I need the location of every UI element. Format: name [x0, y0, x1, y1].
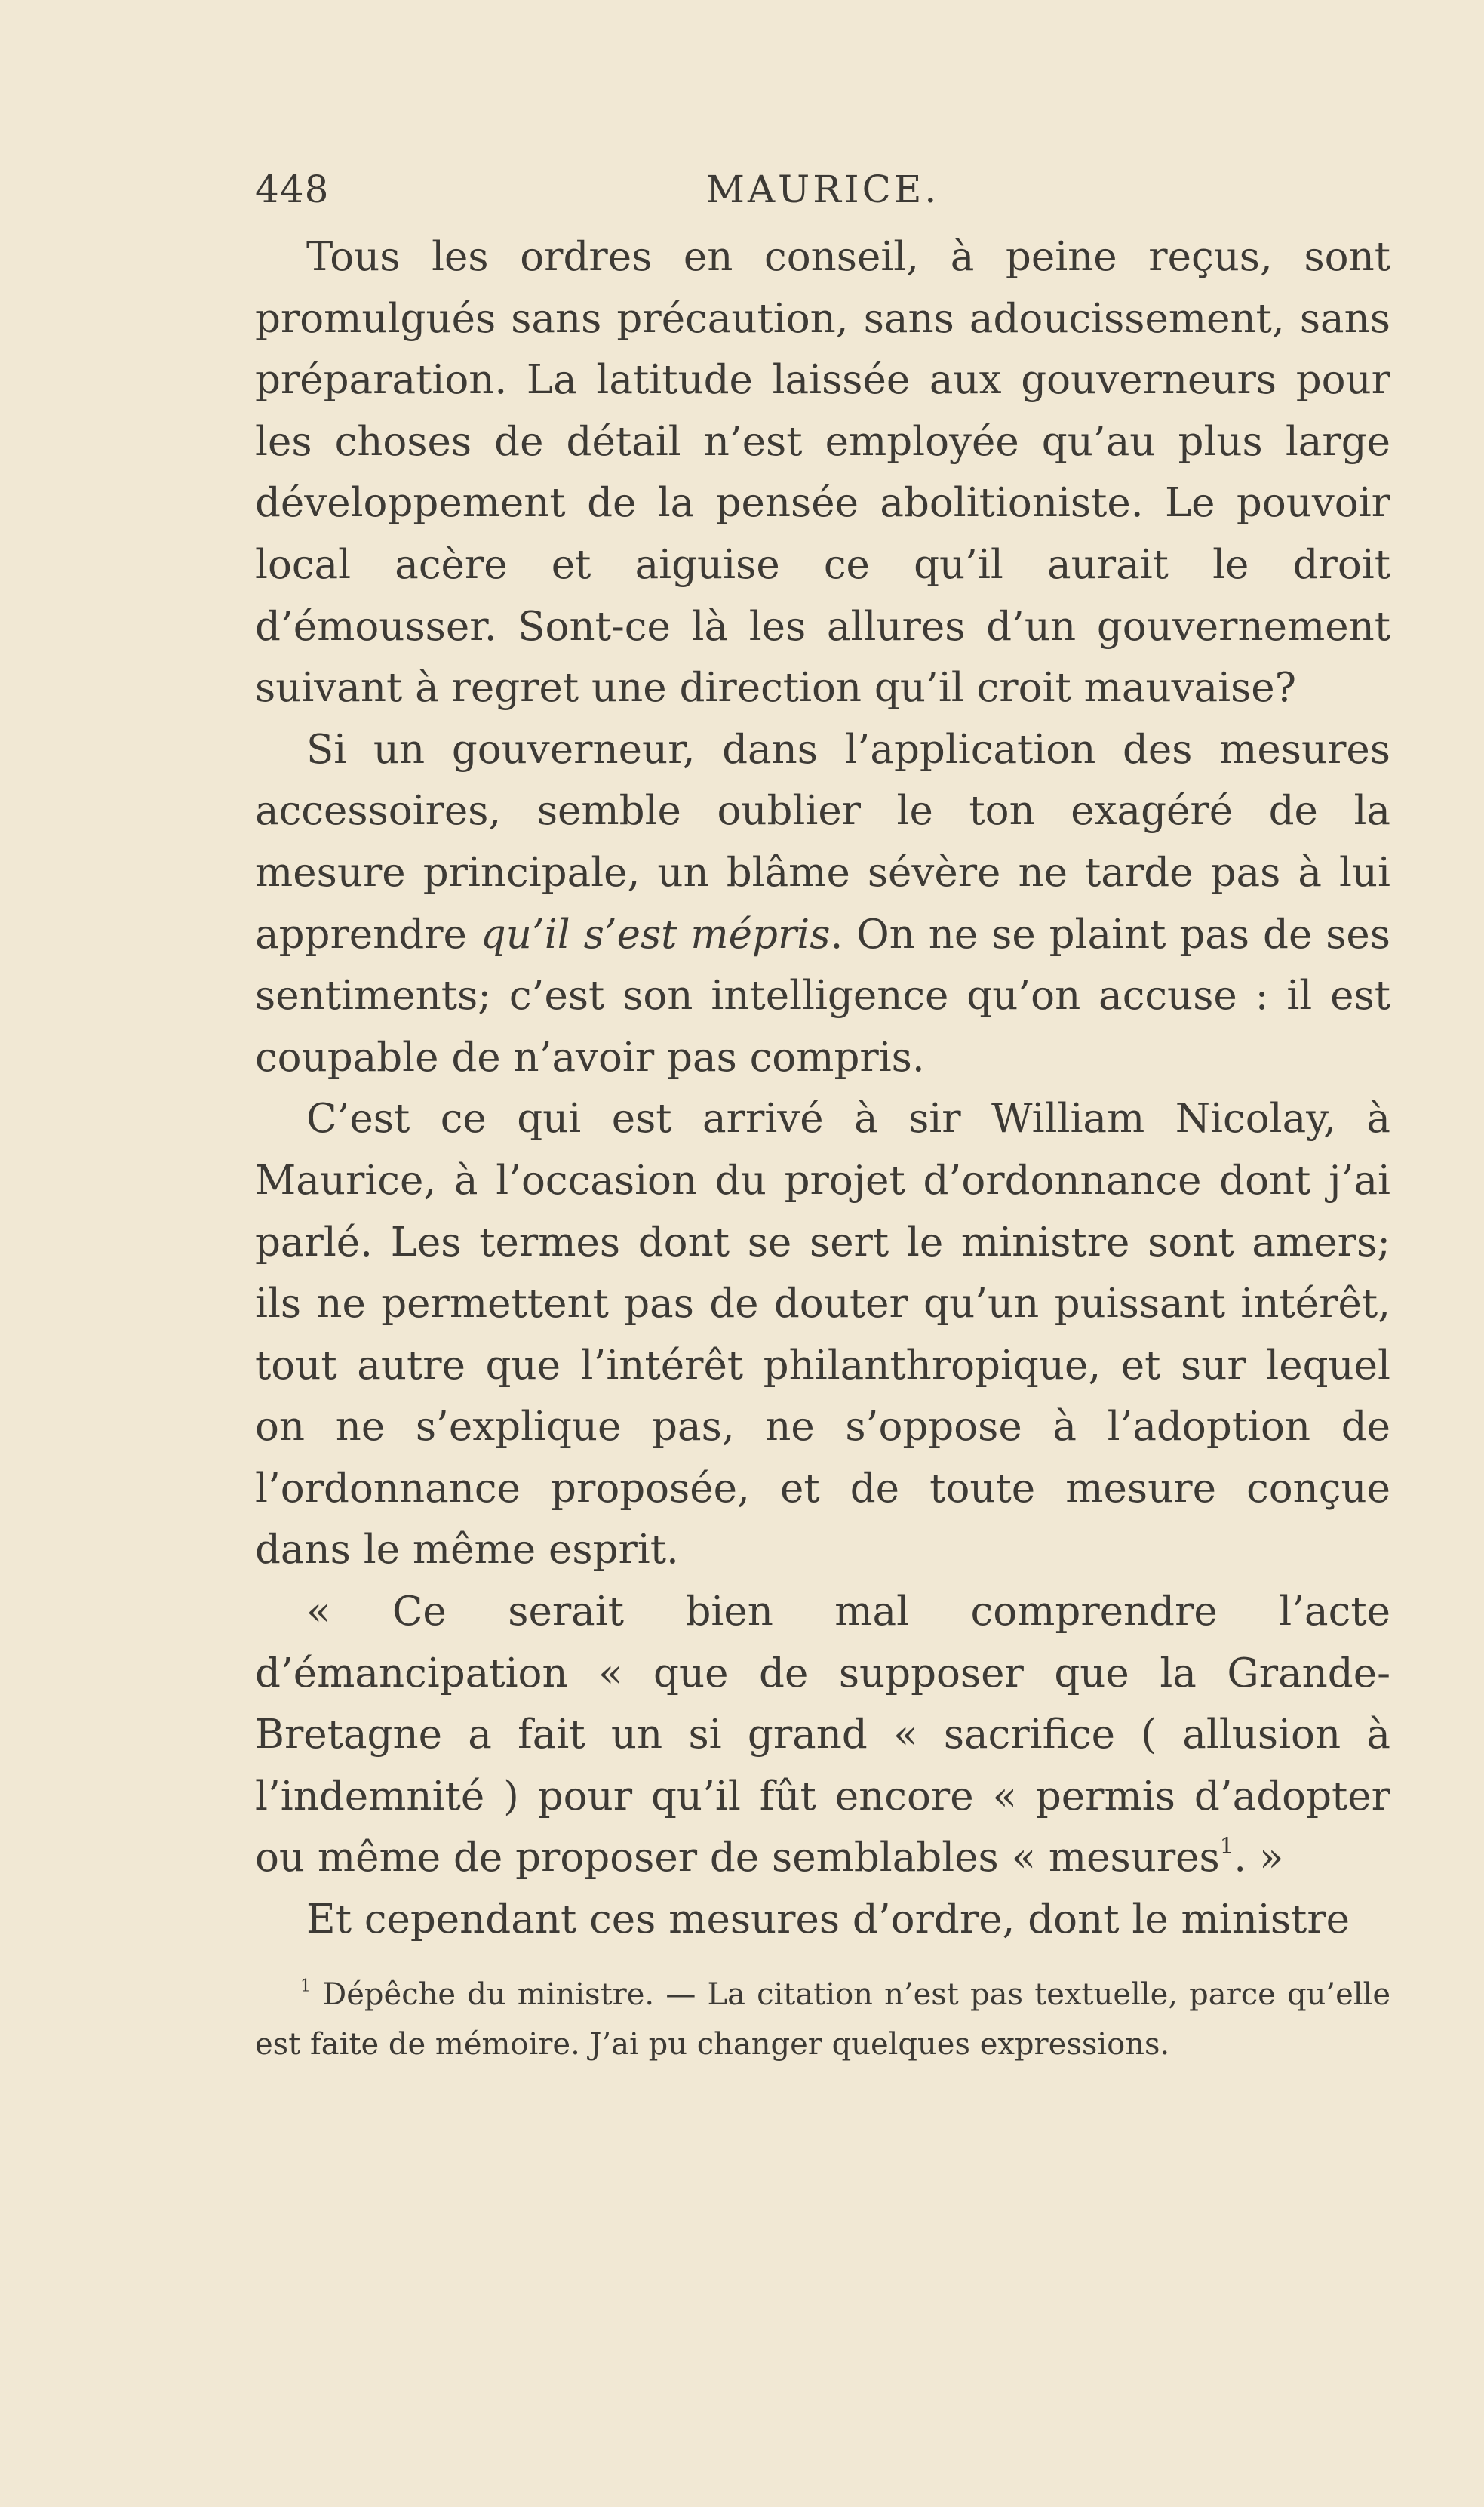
footnote-reference: 1	[1219, 1833, 1234, 1859]
paragraph-5: Et cependant ces mesures d’ordre, dont le ministre	[306, 1896, 1350, 1943]
paragraph-3: C’est ce qui est arrivé à sir William Nicolay, à Maurice, à l’occasion du projet d’ordonnance dont j’ai parlé. Les termes dont se sert le ministre sont amers; ils ne permettent pas de douter qu’un puissant intérêt, tout autre que l’intérêt philanthropique, et sur lequel on ne s’explique pas, ne s’oppose à l’adoption de l’ordonnance proposée, et de toute mesure conçue dans le même esprit.	[255, 1096, 1390, 1573]
running-head: MAURICE.	[705, 168, 940, 211]
page-number: 448	[255, 168, 330, 211]
paragraph-2-italic: qu’il s’est mépris	[480, 911, 831, 958]
body-text	[255, 226, 1390, 1951]
paragraph-1: Tous les ordres en conseil, à peine reçus, sont promulgués sans précaution, sans adoucissement, sans préparation. La latitude laissée aux gouverneurs pour les choses de détail n’est employée qu’au plus large développement de la pensée abolitioniste. Le pouvoir local acère et aiguise ce qu’il aurait le droit d’émousser. Sont-ce là les allures d’un gouvernement suivant à regret une direction qu’il croit mauvaise?	[255, 234, 1390, 712]
footnote-mark: 1	[300, 1976, 311, 1996]
quotation	[255, 1581, 1390, 1889]
footnote-text: Dépêche du ministre. — La citation n’est pas textuelle, parce qu’elle est faite de mémoire. J’ai pu changer quelques expressions.	[255, 1977, 1390, 2062]
footnotes	[255, 1970, 1390, 2069]
footnote-1	[255, 1970, 1390, 2069]
paragraph-2-text-start: Si un gouverneur, dans l’application des mesures accessoires, semble oublier le ton exagéré de la mesure principale, un blâme sévère ne tarde pas à lui apprendre	[255, 726, 1390, 958]
quotation-text: « Ce serait bien mal comprendre l’acte d’émancipation « que de supposer que la Grande-Bretagne a fait un si grand « sacrifice ( allusion à l’indemnité ) pour qu’il fût encore « permis d’adopter ou même de proposer de semblables « mesures	[255, 1589, 1390, 1881]
paragraph-2-text-end: . On ne se plaint pas de ses sentiments; c’est son intelligence qu’on accuse : il est coupable de n’avoir pas compris.	[255, 911, 1390, 1081]
page-header	[255, 168, 1390, 220]
paragraph-2	[255, 719, 1390, 1089]
quotation-end: . »	[1234, 1835, 1284, 1881]
